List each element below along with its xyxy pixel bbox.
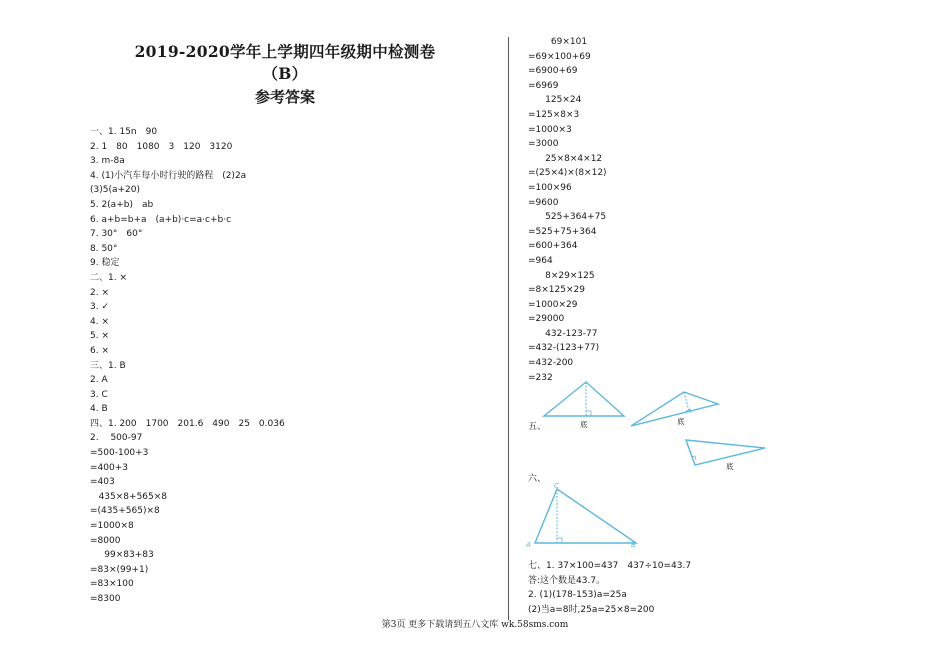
answer-line: 3. m-8a	[90, 156, 125, 167]
answer-line: 4. B	[90, 404, 108, 415]
answer-line: 5. 2(a+b) ab	[90, 199, 154, 210]
section-5-label: 五、	[528, 422, 547, 432]
answer-line: =8300	[90, 594, 121, 604]
answer-line: 2. 1 80 1080 3 120 3120	[90, 141, 233, 152]
answer-line: 三、1. B	[90, 360, 126, 371]
answer-line: =432-200	[528, 358, 574, 369]
answer-line: 2. (1)(178-153)a=25a	[528, 590, 627, 601]
answer-line: =100×96	[528, 182, 572, 193]
answer-line: 5. ×	[90, 331, 109, 342]
page-footer: 第3页 更多下载请到五八文库 wk.58sms.com	[381, 620, 569, 630]
answer-line: 四、1. 200 1700 201.6 490 25 0.036	[90, 418, 285, 429]
column-divider	[508, 37, 509, 620]
answer-line: 一、1. 15n 90	[90, 127, 158, 137]
base-label-2: 底	[677, 417, 685, 426]
answer-line: =125×8×3	[528, 109, 580, 120]
answer-line: =9600	[528, 197, 559, 208]
answer-line: 99×83+83	[90, 550, 154, 561]
answer-line: 3. ✓	[90, 302, 109, 313]
answer-line: =29000	[528, 314, 565, 325]
answer-line: 6. a+b=b+a (a+b)·c=a·c+b·c	[90, 214, 232, 225]
answer-line: =232	[528, 372, 553, 383]
answer-line: 7. 30° 60°	[90, 229, 143, 240]
answer-line: =8×125×29	[528, 285, 585, 296]
answer-line: 69×101	[528, 37, 588, 47]
section-6-label: 六、	[528, 474, 547, 484]
answer-line: 3. C	[90, 389, 108, 400]
base-label-1: 底	[580, 420, 588, 429]
answer-line: (2)当a=8时,25a=25×8=200	[528, 604, 655, 615]
answer-line: =400+3	[90, 462, 128, 473]
answer-line: =6969	[528, 80, 559, 91]
answer-line: =1000×8	[90, 521, 134, 532]
answer-line: =83×(99+1)	[90, 564, 149, 575]
right-column-answers	[528, 35, 768, 385]
section-7-answers	[528, 559, 768, 617]
triangle-abc-figure	[530, 484, 645, 549]
answer-line: =3000	[528, 139, 559, 150]
answer-line: =83×100	[90, 579, 134, 590]
left-column-answers	[90, 125, 490, 607]
answer-line: 2. 500-97	[90, 433, 143, 444]
answer-line: =600+364	[528, 241, 578, 252]
answer-line: =8000	[90, 535, 121, 546]
answer-line: 125×24	[528, 95, 582, 106]
answer-line: =1000×3	[528, 124, 572, 135]
answer-line: 4. ×	[90, 316, 109, 327]
triangle-figure-2	[628, 388, 723, 433]
answer-line: 2. A	[90, 375, 108, 386]
answer-line: =(25×4)×(8×12)	[528, 168, 607, 179]
vertex-b-label: B	[631, 541, 636, 549]
answer-line: 432-123-77	[528, 328, 598, 339]
answer-line: 二、1. ×	[90, 272, 127, 283]
answer-line: =6900+69	[528, 66, 578, 77]
answer-line: 9. 稳定	[90, 258, 120, 269]
answer-line: 525+364+75	[528, 212, 607, 223]
answer-line: =(435+565)×8	[90, 506, 160, 517]
answer-line: 8. 50°	[90, 243, 118, 254]
answer-line: 七、1. 37×100=437 437÷10=43.7	[528, 561, 692, 571]
answer-line: =403	[90, 477, 115, 488]
answer-line: 25×8×4×12	[528, 153, 603, 164]
page-subtitle: 参考答案	[254, 88, 315, 106]
base-label-3: 底	[726, 462, 734, 471]
answer-line: (3)5(a+20)	[90, 185, 141, 196]
answer-line: =525+75+364	[528, 226, 597, 237]
answer-line: 答:这个数是43.7。	[528, 575, 606, 586]
answer-line: 8×29×125	[528, 270, 595, 281]
answer-line: 2. ×	[90, 287, 109, 298]
answer-line: =432-(123+77)	[528, 343, 600, 354]
answer-line: =69×100+69	[528, 51, 591, 62]
answer-line: =964	[528, 255, 553, 266]
answer-line: 435×8+565×8	[90, 491, 168, 502]
answer-line: 4. (1)小汽车每小时行驶的路程 (2)2a	[90, 170, 247, 181]
answer-line: =1000×29	[528, 299, 578, 310]
answer-line: =500-100+3	[90, 448, 149, 459]
page-title: 2019-2020学年上学期四年级期中检测卷（B）	[134, 42, 436, 83]
vertex-c-label: C	[554, 482, 559, 490]
vertex-a-label: A	[526, 541, 531, 549]
answer-line: 6. ×	[90, 345, 109, 356]
